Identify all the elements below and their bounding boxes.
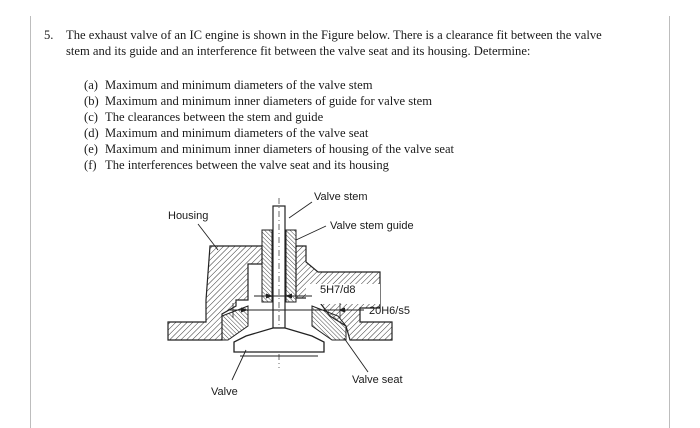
part-label: (b) xyxy=(84,94,99,108)
part-text: Maximum and minimum diameters of the valve stem xyxy=(105,78,373,92)
leader-seat xyxy=(344,338,368,372)
question-part xyxy=(84,93,624,109)
label-valve: Valve xyxy=(211,386,238,398)
leader-valve xyxy=(232,350,246,380)
question-part xyxy=(84,125,624,141)
label-housing: Housing xyxy=(168,210,209,222)
question-part xyxy=(84,157,624,173)
part-label: (e) xyxy=(84,142,98,156)
leader-valve-stem xyxy=(289,202,312,218)
leader-housing xyxy=(198,224,218,250)
part-label: (f) xyxy=(84,158,97,172)
label-valve-seat: Valve seat xyxy=(352,374,403,386)
valve-head xyxy=(234,328,324,352)
page-border-left xyxy=(30,16,31,428)
label-fit-stem: 5H7/d8 xyxy=(320,284,356,296)
part-text: Maximum and minimum inner diameters of housing of the valve seat xyxy=(105,142,455,156)
page-border-right xyxy=(669,16,670,428)
leader-stem-guide xyxy=(296,226,326,240)
part-text: Maximum and minimum diameters of the valve seat xyxy=(105,126,369,140)
label-valve-stem: Valve stem xyxy=(314,191,368,203)
valve-stem-guide-right xyxy=(286,230,296,302)
part-label: (c) xyxy=(84,110,98,124)
label-valve-stem-guide: Valve stem guide xyxy=(330,220,414,232)
label-fit-seat: 20H6/s5 xyxy=(369,305,410,317)
question-part xyxy=(84,77,624,93)
valve-assembly-figure xyxy=(150,185,450,415)
part-label: (d) xyxy=(84,126,99,140)
part-text: The clearances between the stem and guide xyxy=(105,110,324,124)
question-stem: The exhaust valve of an IC engine is shown in the Figure below. There is a clearance fit between the valve stem and its guide and an interference fit between the valve seat and its housing. Determine: xyxy=(66,28,602,58)
valve-stem-guide-left xyxy=(262,230,272,302)
part-text: The interferences between the valve seat and its housing xyxy=(105,158,389,172)
question-part xyxy=(84,141,624,157)
question-part xyxy=(84,109,624,125)
part-text: Maximum and minimum inner diameters of guide for valve stem xyxy=(105,94,433,108)
question-number: 5. xyxy=(44,28,54,42)
question-parts xyxy=(84,77,624,173)
part-label: (a) xyxy=(84,78,98,92)
